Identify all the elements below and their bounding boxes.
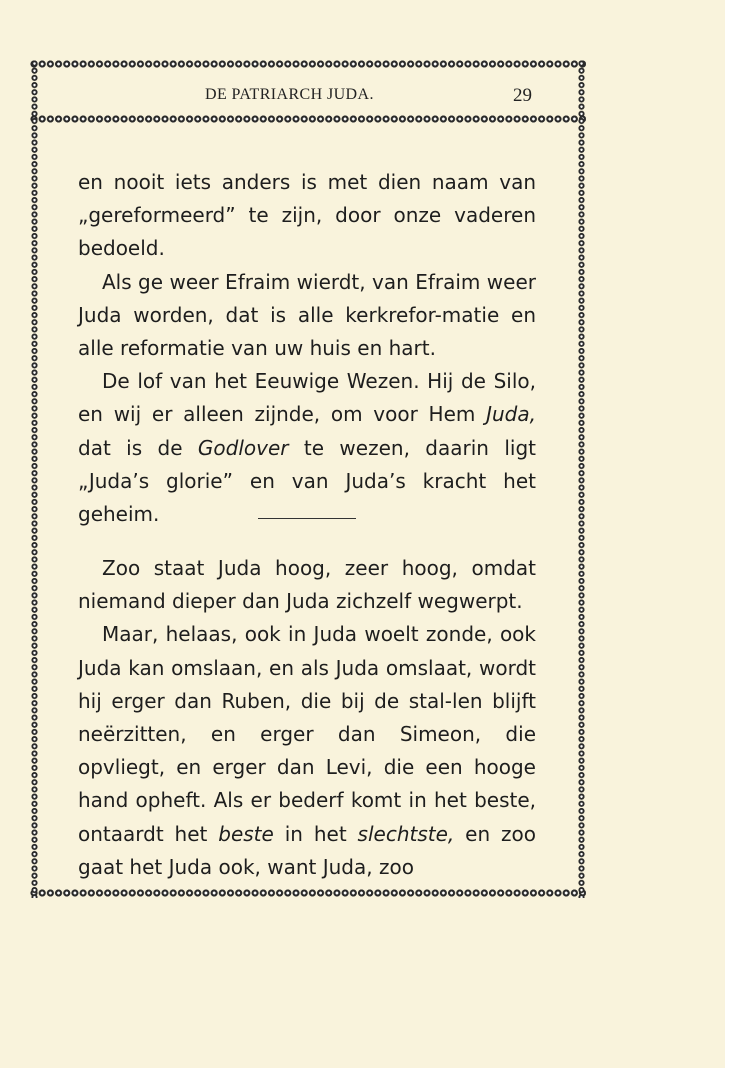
ornamental-border-header-divider <box>30 115 586 123</box>
paragraph <box>78 365 536 531</box>
text-run: dat is de <box>78 435 198 460</box>
italic-text: slechtste, <box>357 821 455 846</box>
text-run: te wezen, daarin ligt „Juda’s glorie” en van Juda’s kracht het geheim. <box>78 435 537 527</box>
ornamental-border-bottom <box>30 889 586 897</box>
ornamental-border-right <box>578 60 585 898</box>
text-run: in het <box>273 821 358 846</box>
text-run: en zoo gaat het Juda ook, want Juda, zoo <box>78 821 536 879</box>
running-head: DE PATRIARCH JUDA. <box>205 86 374 103</box>
paragraph: Zoo staat Juda hoog, zeer hoog, omdat niemand dieper dan Juda zichzelf wegwerpt. <box>78 556 536 614</box>
paragraph: en nooit iets anders is met dien naam van „gereformeerd” te zijn, door onze vaderen bedoeld. <box>78 170 536 261</box>
ornamental-border-top <box>30 60 586 68</box>
italic-text: Juda, <box>486 402 536 427</box>
paragraph: Als ge weer Efraim wierdt, van Efraim weer Juda worden, dat is alle kerkrefor-matie en alle reformatie van uw huis en hart. <box>78 269 536 361</box>
page-edge <box>725 0 738 1068</box>
page-number: 29 <box>513 85 532 106</box>
text-run: Maar, helaas, ook in Juda woelt zonde, ook Juda kan omslaan, en als Juda omslaat, wordt hij erger dan Ruben, die bij de stal-len blijft neërzitten, en erger dan Simeon, die opvliegt, en erger dan Levi, die een hooge hand opheft. Als er bederf komt in het beste, ontaardt het <box>78 622 536 846</box>
ornamental-border-left <box>31 60 38 898</box>
text-block-lower <box>78 552 536 884</box>
text-block-upper <box>78 166 536 531</box>
section-divider <box>258 518 356 519</box>
italic-text: Godlover <box>197 435 289 460</box>
text-run: De lof van het Eeuwige Wezen. Hij de Silo, en wij er alleen zijnde, om voor Hem <box>78 369 536 427</box>
paragraph <box>78 618 536 884</box>
italic-text: beste <box>218 821 274 846</box>
